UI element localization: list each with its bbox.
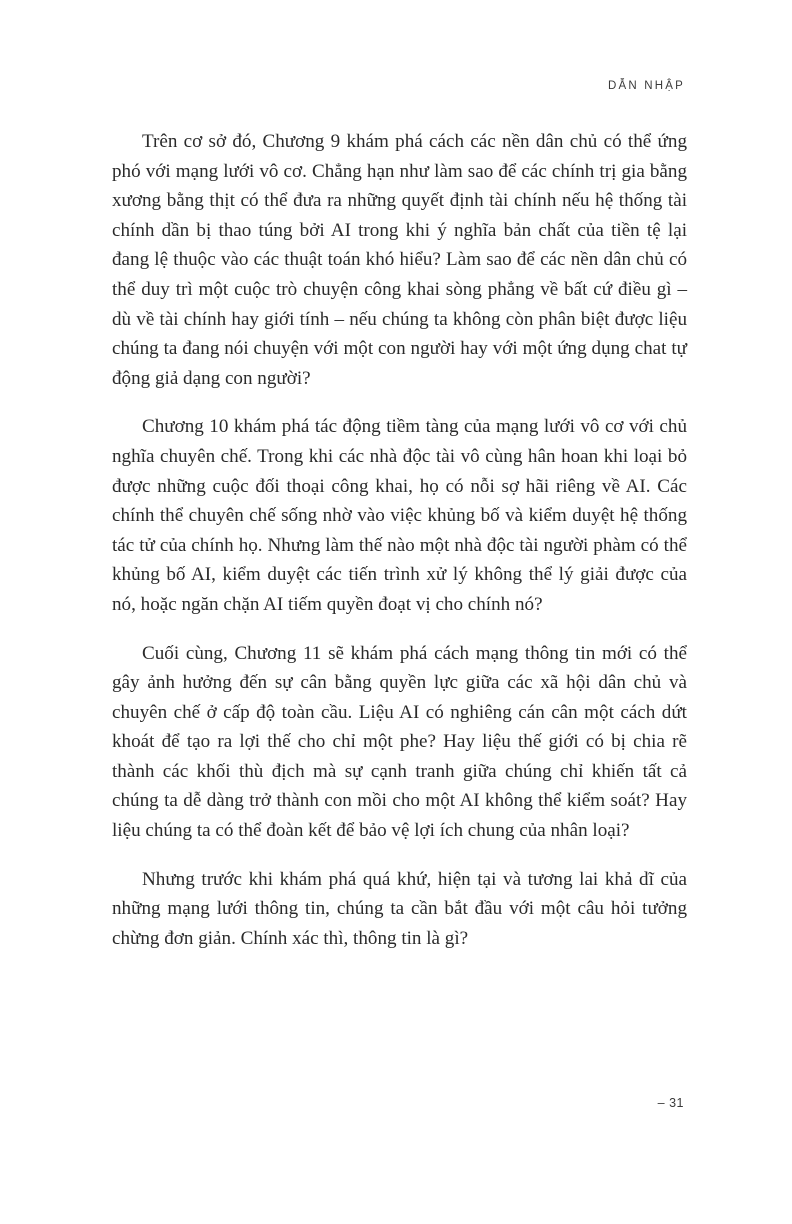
page-number: – 31 (657, 1096, 684, 1110)
paragraph-chapter-10: Chương 10 khám phá tác động tiềm tàng của mạng lưới vô cơ với chủ nghĩa chuyên chế. Trong khi các nhà độc tài vô cùng hân hoan khi loại bỏ được những cuộc đối thoại công khai, họ có nỗi sợ hãi riêng về AI. Các chính thể chuyên chế sống nhờ vào việc khủng bố và kiểm duyệt hệ thống tác tử của chính họ. Nhưng làm thế nào một nhà độc tài người phàm có thể khủng bố AI, kiểm duyệt các tiến trình xử lý không thể lý giải được của nó, hoặc ngăn chặn AI tiếm quyền đoạt vị cho chính nó? (112, 416, 687, 615)
paragraph-closing-question: Nhưng trước khi khám phá quá khứ, hiện tại và tương lai khả dĩ của những mạng lưới thông tin, chúng ta cần bắt đầu với một câu hỏi tưởng chừng đơn giản. Chính xác thì, thông tin là gì? (112, 868, 687, 949)
paragraph-chapter-11: Cuối cùng, Chương 11 sẽ khám phá cách mạng thông tin mới có thể gây ảnh hưởng đến sự cân bằng quyền lực giữa các xã hội dân chủ và chuyên chế ở cấp độ toàn cầu. Liệu AI có nghiêng cán cân một cách dứt khoát để tạo ra lợi thế cho chỉ một phe? Hay liệu thế giới có bị chia rẽ thành các khối thù địch mà sự cạnh tranh giữa chúng chỉ khiến tất cả chúng ta dễ dàng trở thành con mồi cho một AI không thể kiểm soát? Hay liệu chúng ta có thể đoàn kết để bảo vệ lợi ích chung của nhân loại? (112, 642, 687, 842)
body-text (112, 127, 687, 972)
paragraph-chapter-9: Trên cơ sở đó, Chương 9 khám phá cách các nền dân chủ có thể ứng phó với mạng lưới vô cơ. Chẳng hạn như làm sao để các chính trị gia bằng xương bằng thịt có thể đưa ra những quyết định tài chính nếu hệ thống tài chính dần bị thao túng bởi AI trong khi ý nghĩa bản chất của tiền tệ lại đang lệ thuộc vào các thuật toán khó hiểu? Làm sao để các nền dân chủ có thể duy trì một cuộc trò chuyện công khai sòng phẳng về bất cứ điều gì – dù về tài chính hay giới tính – nếu chúng ta không còn phân biệt được liệu chúng ta đang nói chuyện với một con người hay với một ứng dụng chat tự động giả dạng con người? (112, 131, 687, 389)
running-head: DẪN NHẬP (607, 80, 685, 92)
